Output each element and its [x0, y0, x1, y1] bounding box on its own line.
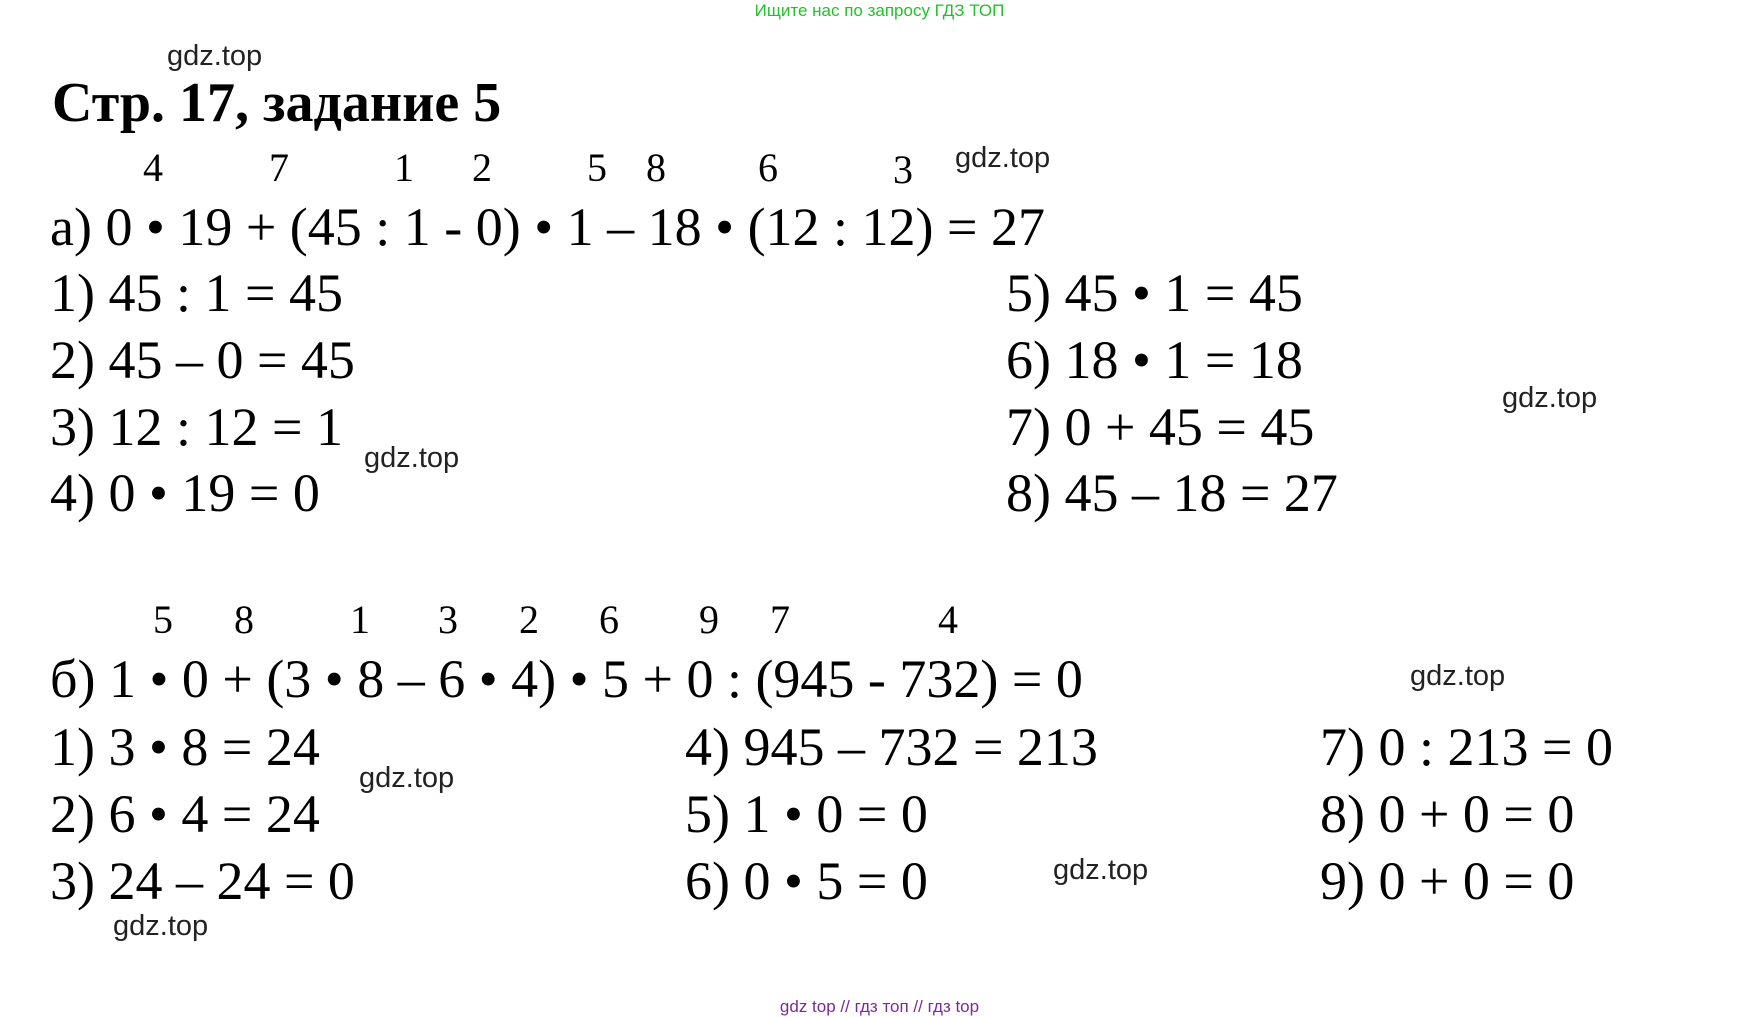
page-title: Стр. 17, задание 5	[52, 72, 502, 134]
watermark: gdz.top	[167, 40, 263, 72]
order-number: 6	[758, 145, 778, 190]
step-b-9: 9) 0 + 0 = 0	[1320, 851, 1575, 911]
search-banner: Ищите нас по запросу ГДЗ ТОП	[754, 1, 1005, 20]
watermark: gdz.top	[364, 442, 460, 474]
step-a-1: 1) 45 : 1 = 45	[50, 263, 343, 323]
step-b-7: 7) 0 : 213 = 0	[1320, 717, 1613, 777]
watermark: gdz.top	[359, 762, 455, 794]
step-a-8: 8) 45 – 18 = 27	[1006, 463, 1338, 523]
order-number: 5	[587, 145, 607, 190]
step-b-6: 6) 0 • 5 = 0	[685, 851, 928, 911]
step-a-3: 3) 12 : 12 = 1	[50, 397, 343, 457]
step-b-1: 1) 3 • 8 = 24	[50, 717, 320, 777]
step-a-6: 6) 18 • 1 = 18	[1006, 330, 1303, 390]
expression-a: а) 0 • 19 + (45 : 1 - 0) • 1 – 18 • (12 : 12) = 27	[50, 197, 1045, 257]
watermark: gdz.top	[955, 142, 1051, 174]
watermark: gdz.top	[1410, 660, 1506, 692]
order-number: 1	[394, 145, 414, 190]
step-b-4: 4) 945 – 732 = 213	[685, 717, 1098, 777]
order-number: 3	[438, 597, 458, 642]
order-number: 8	[646, 145, 666, 190]
order-number: 1	[350, 597, 370, 642]
step-b-5: 5) 1 • 0 = 0	[685, 784, 928, 844]
step-a-7: 7) 0 + 45 = 45	[1006, 397, 1315, 457]
expression-b: б) 1 • 0 + (3 • 8 – 6 • 4) • 5 + 0 : (945 - 732) = 0	[50, 649, 1083, 709]
watermark: gdz.top	[113, 910, 209, 942]
order-number: 2	[472, 145, 492, 190]
order-number: 7	[269, 145, 289, 190]
step-b-8: 8) 0 + 0 = 0	[1320, 784, 1575, 844]
order-number: 4	[938, 597, 958, 642]
watermark: gdz.top	[1502, 382, 1598, 414]
step-b-3: 3) 24 – 24 = 0	[50, 851, 355, 911]
order-number: 2	[519, 597, 539, 642]
order-number: 9	[699, 597, 719, 642]
order-number: 4	[143, 145, 163, 190]
step-b-2: 2) 6 • 4 = 24	[50, 784, 320, 844]
step-a-2: 2) 45 – 0 = 45	[50, 330, 355, 390]
order-number: 7	[770, 597, 790, 642]
order-number: 6	[599, 597, 619, 642]
footer-links: gdz top // гдз топ // гдз top	[779, 997, 980, 1016]
order-number: 8	[234, 597, 254, 642]
order-number: 5	[153, 597, 173, 642]
step-a-4: 4) 0 • 19 = 0	[50, 463, 320, 523]
watermark: gdz.top	[1053, 854, 1149, 886]
order-number: 3	[893, 147, 913, 192]
step-a-5: 5) 45 • 1 = 45	[1006, 263, 1303, 323]
